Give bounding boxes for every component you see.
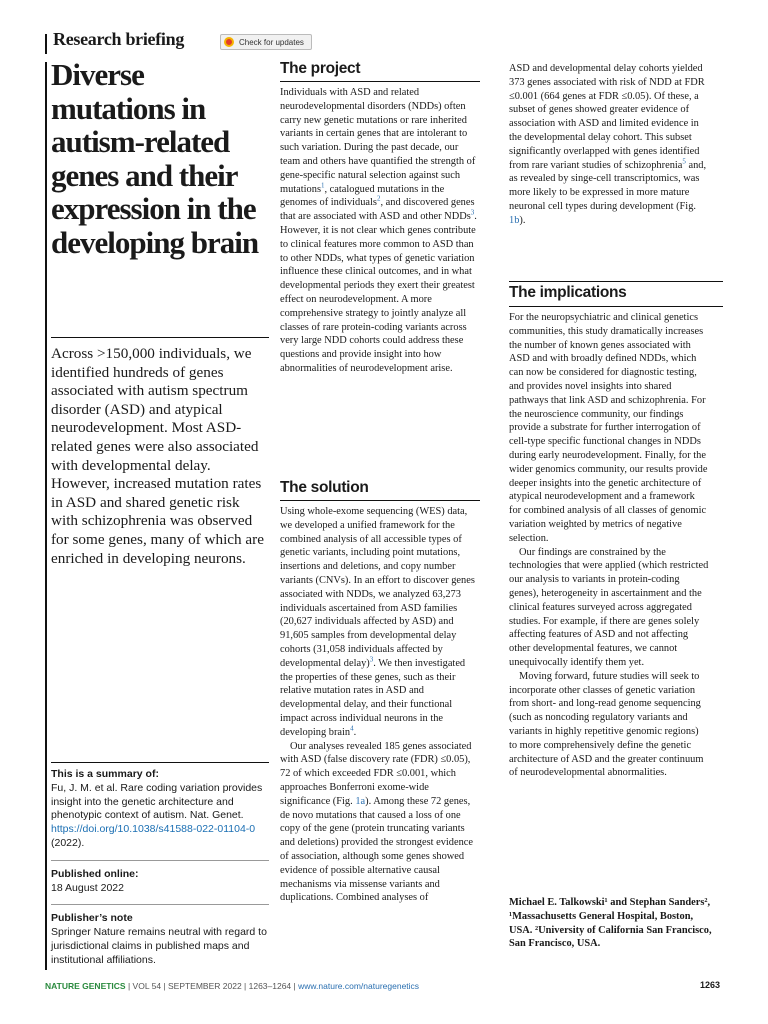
- summary-heading: This is a summary of:: [51, 768, 159, 780]
- figure-link[interactable]: 1a: [355, 795, 366, 807]
- solution-body: [280, 505, 480, 905]
- summary-block: [51, 768, 269, 968]
- implications-paragraph: Moving forward, future studies will seek to incorporate other classes of genetic variation from short- and long-read genome sequencing (such as noncoding regulatory variants and variants in highly repetitive genomic regions) to more comprehensively define the genetic architecture of ASD and the greater continuum of neurodevelopmental abnormalities.: [509, 670, 704, 779]
- text-run: ). Among these 72 genes, de novo mutations that caused a loss of one copy of the gene (protein truncating variants and deletions) provided the strongest evidence of association, although some genes showed evidence of possible alternative causal mechanisms via missense variants and duplications. Combined analyses of: [280, 795, 474, 904]
- text-run: Our analyses revealed 185 genes associated with ASD (false discovery rate (FDR) ≤0.05), 72 of which exceeded FDR ≤0.001, which approaches Bonferroni exome-wide significance (Fig.: [280, 740, 472, 807]
- implications-paragraph: Our findings are constrained by the technologies that were applied (which restricted our analysis to variants in protein-coding genes), heterogeneity in ascertainment and the clinical features surveyed across aggregated studies. For example, if there are genes solely affecting features of ASD and not affecting other developmental features, we cannot unequivocally identify them yet.: [509, 546, 709, 668]
- solution-paragraph: [280, 505, 480, 740]
- citation-year: (2022).: [51, 836, 85, 849]
- text-run: , and discovered genes that are associated with ASD and other NDDs: [280, 197, 475, 223]
- solution-continued: [509, 62, 709, 228]
- implications-paragraph: For the neuropsychiatric and clinical genetics communities, this study dramatically increases the number of known genes associated with ASD and with broadly defined NDDs, which can now be considered for diagnostic testing, and provides novel insights into shared pathways that link ASD and schizophrenia. For the neuroscience community, our findings provide a substrate for further interrogation of cell-type specific functional changes in NDDs during early neurodevelopment. Finally, for the wider genomics community, our results provide deeper insights into the genetic architecture of atypical neurodevelopment and a framework for combined analysis of all classes of genomic variation weighted by metrics of negative selection.: [509, 312, 708, 544]
- summary-divider: [51, 904, 269, 905]
- footer-citation: [45, 981, 419, 991]
- summary-rule: [51, 762, 269, 763]
- solution-rule: [280, 500, 480, 501]
- ref-link[interactable]: 3: [470, 208, 475, 217]
- ref-link[interactable]: 5: [682, 157, 686, 166]
- implications-body: [509, 311, 709, 780]
- solution-heading: The solution: [280, 479, 369, 496]
- title-rule: [51, 337, 269, 338]
- implications-rule: [509, 306, 723, 307]
- text-run: Using whole-exome sequencing (WES) data, we developed a unified framework for the combined analysis of all accessible types of genetic variants, including point mutations, insertions and deletions, and copy number variants (CNVs). In an effort to discover genes associated with NDDs, we analyzed 63,273 individuals ascertained from ASD families (20,627 individuals affected by ASD) and 91,605 samples from developmental delay cohorts (31,058 individuals affected by developmental delay): [280, 506, 475, 669]
- text-run: . We then investigated the properties of these genes, such as their relative mutation rates in ASD and developmental delay, and their functional impact across individual neurons in the developing brain: [280, 657, 466, 738]
- doi-link[interactable]: https://doi.org/10.1038/s41588-022-01104-0: [51, 823, 256, 836]
- ref-link[interactable]: 2: [376, 194, 381, 203]
- standfirst: Across >150,000 individuals, we identified hundreds of genes associated with autism spectrum disorder (ASD) and atypical neurodevelopment. Most ASD-related genes were also associated with developmental delay. However, increased mutation rates in ASD and shared genetic risk with schizophrenia was observed for some genes, many of which are enriched in developing neurons.: [51, 345, 264, 567]
- summary-citation: [51, 782, 269, 851]
- ref-link[interactable]: 3: [369, 655, 374, 664]
- text-run: and, as revealed by singe-cell transcriptomics, was more likely to be expressed in more mature neuronal cell types during development (Fig.: [509, 159, 707, 212]
- implications-top-rule: [509, 281, 723, 282]
- text-run: ).: [519, 214, 526, 226]
- title-block: [51, 58, 269, 260]
- left-column-rule: [45, 62, 47, 970]
- header-rule: [45, 34, 47, 54]
- citation-text: Fu, J. M. et al. Rare coding variation provides insight into the genetic architecture and phenotypic context of autism. Nat. Genet.: [51, 781, 263, 822]
- text-run: ASD and developmental delay cohorts yielded 373 genes associated with risk of NDD at FDR ≤0.001 (664 genes at FDR ≤0.05). Of these, a subset of genes showed greater evidence of association with ASD and limited evidence in the developmental delay cohort. This subset significantly overlapped with genes identified from rare variant studies of schizophrenia: [509, 63, 705, 171]
- update-icon: [224, 37, 234, 47]
- project-heading: The project: [280, 60, 361, 77]
- publisher-note-text: Springer Nature remains neutral with regard to jurisdictional claims in published maps and institutional affiliations.: [51, 926, 267, 966]
- check-for-updates-button[interactable]: [220, 34, 312, 50]
- text-run: . However, it is not clear which genes contribute to clinical features more common to ASD than to other NDDs, what types of genetic variation influence these clinical outcomes, and in what developmental periods they exert their greatest effect on neurodevelopment. A more comprehensive strategy to jointly analyze all classes of rare protein-coding variants across very large NDD cohorts could address these questions and provide insight into how abnormalities of neurodevelopment arise.: [280, 211, 477, 374]
- solution-paragraph: [509, 62, 709, 228]
- text-run: .: [353, 726, 357, 738]
- footer-journal: NATURE GENETICS: [45, 981, 126, 991]
- author-affiliations: Michael E. Talkowski¹ and Stephan Sanders², ¹Massachusetts General Hospital, Boston, USA. ²University of California San Francisco, San Francisco, USA.: [509, 897, 712, 950]
- article-title: Diverse mutations in autism-related genes and their expression in the developing brain: [51, 57, 259, 260]
- footer-issue: | VOL 54 | SEPTEMBER 2022 | 1263–1264 |: [125, 981, 299, 991]
- published-date: 18 August 2022: [51, 881, 124, 894]
- project-rule: [280, 81, 480, 82]
- project-body: [280, 86, 480, 376]
- text-run: , catalogued mutations in the genomes of individuals: [280, 183, 445, 209]
- section-label: Research briefing: [53, 29, 185, 49]
- implications-heading: The implications: [509, 284, 627, 301]
- published-heading: Published online:: [51, 867, 139, 880]
- figure-link[interactable]: 1b: [509, 214, 520, 226]
- page-number: 1263: [700, 980, 721, 990]
- footer-site-link[interactable]: www.nature.com/naturegenetics: [298, 981, 420, 991]
- solution-paragraph: [280, 740, 480, 906]
- text-run: Individuals with ASD and related neurodevelopmental disorders (NDDs) often carry new genetic mutations or rare inherited variants in certain genes that are intolerant to such variation. During the past decade, our team and others have quantified the strength of gene-specific natural selection against such mutations: [280, 87, 476, 195]
- summary-divider: [51, 860, 269, 861]
- ref-link[interactable]: 1: [320, 181, 325, 190]
- check-for-updates-label: Check for updates: [239, 37, 304, 47]
- publisher-note-heading: Publisher’s note: [51, 912, 133, 925]
- ref-link[interactable]: 4: [350, 724, 354, 733]
- project-paragraph: [280, 86, 480, 376]
